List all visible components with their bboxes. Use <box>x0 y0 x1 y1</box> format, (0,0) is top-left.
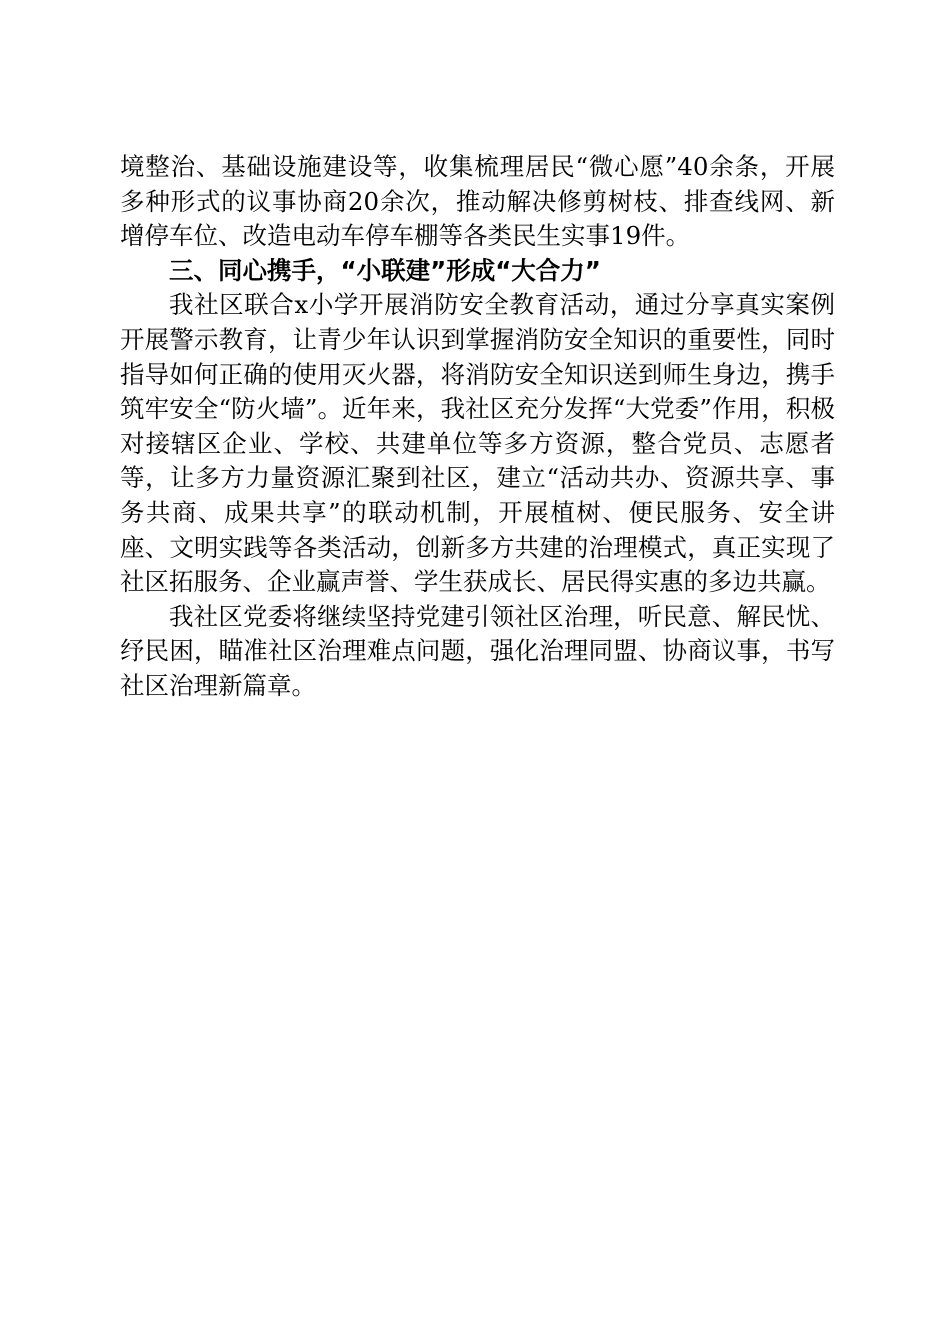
continuation-paragraph: 境整治、基础设施建设等，收集梳理居民“微心愿”40余条，开展多种形式的议事协商20余次，推动解决修剪树枝、排查线网、新增停车位、改造电动车停车棚等各类民生实事19件。 <box>120 152 835 251</box>
body-paragraph-1: 我社区联合x小学开展消防安全教育活动，通过分享真实案例开展警示教育，让青少年认识到掌握消防安全知识的重要性，同时指导如何正确的使用灭火器，将消防安全知识送到师生身边，携手筑牢安全“防火墙”。近年来，我社区充分发挥“大党委”作用，积极对接辖区企业、学校、共建单位等多方资源，整合党员、志愿者等，让多方力量资源汇聚到社区，建立“活动共办、资源共享、事务共商、成果共享”的联动机制，开展植树、便民服务、安全讲座、文明实践等各类活动，创新多方共建的治理模式，真正实现了社区拓服务、企业赢声誉、学生获成长、居民得实惠的多边共赢。 <box>120 290 835 597</box>
body-paragraph-2: 我社区党委将继续坚持党建引领社区治理，听民意、解民忧、纾民困，瞄准社区治理难点问题，强化治理同盟、协商议事，书写社区治理新篇章。 <box>120 601 835 700</box>
section-heading: 三、同心携手，“小联建”形成“大合力” <box>169 255 601 285</box>
document-page <box>120 150 835 704</box>
